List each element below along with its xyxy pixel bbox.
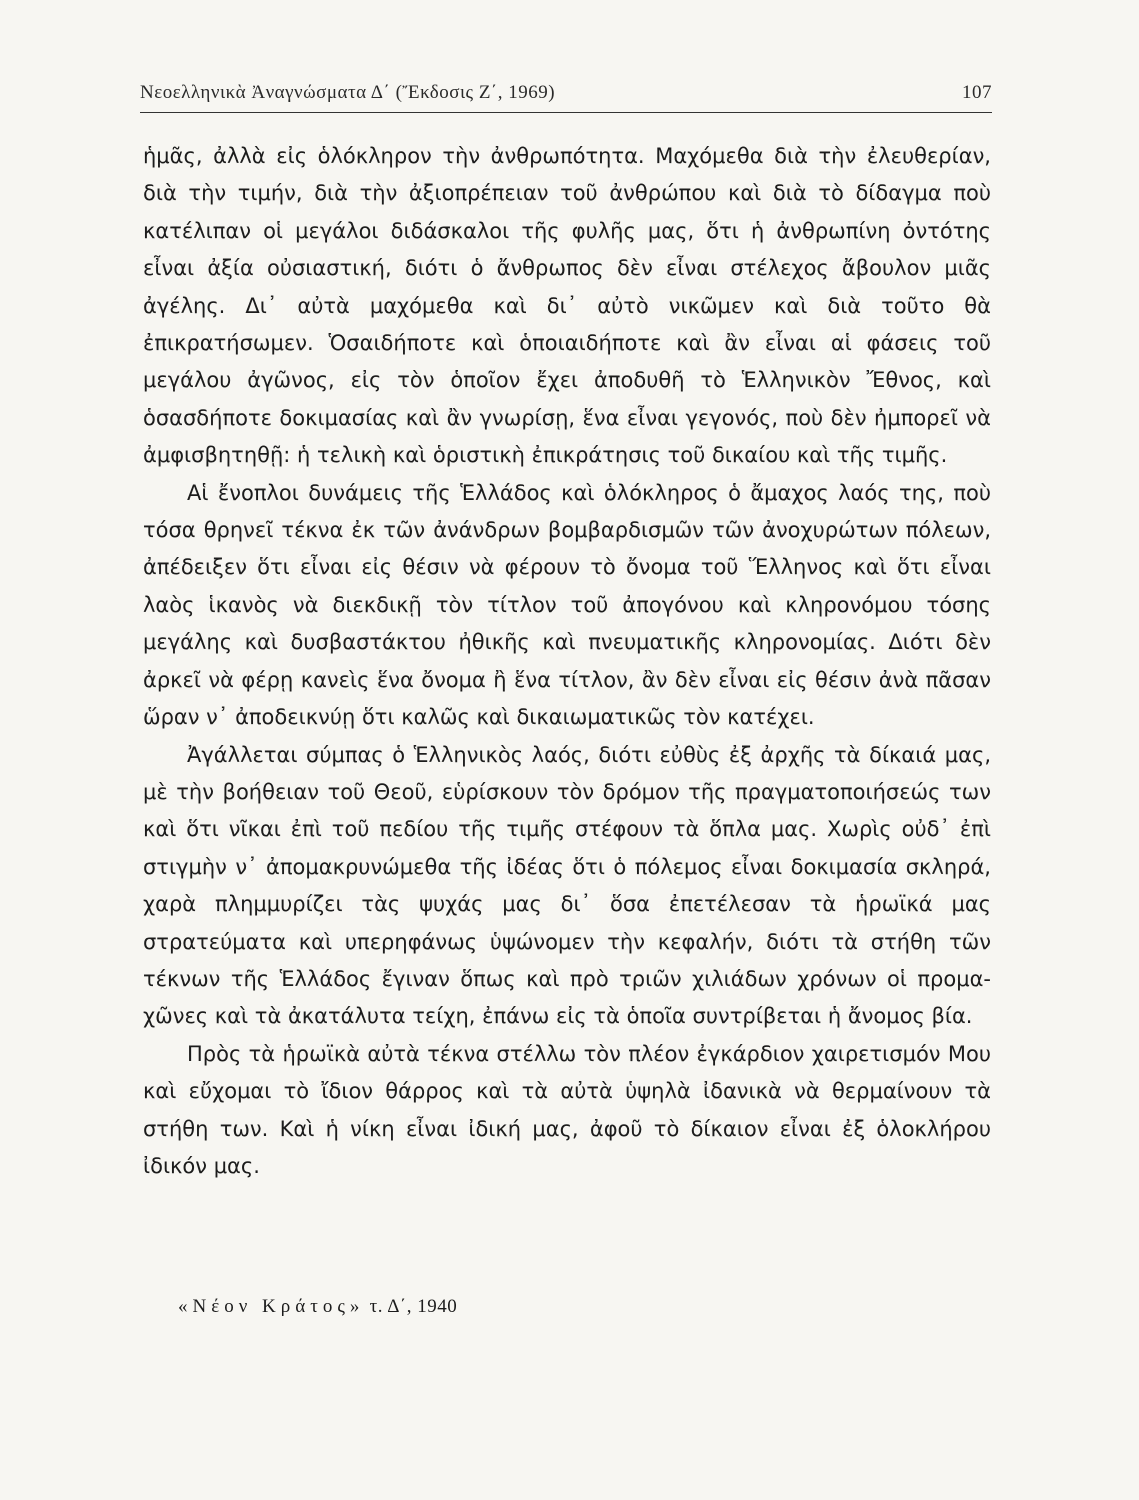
body-text (143, 138, 991, 1185)
paragraph-4: Πρὸς τὰ ἡρωϊκὰ αὐτὰ τέκνα στέλλω τὸν πλέον ἐγκάρδιον χαιρετισμόν Μου καὶ εὔχομαι τὸ ἴδιον θάρρος καὶ τὰ αὐτὰ ὑψηλὰ ἰδανικὰ νὰ θερμαίνουν τὰ στήθη των. Καὶ ἡ νίκη εἶναι ἰδική μας, ἀφοῦ τὸ δίκαιον εἶναι ἐξ ὁλοκλήρου ἰδικόν μας. (143, 1041, 991, 1178)
source-citation (178, 1296, 457, 1318)
running-header (140, 70, 992, 104)
header-rule (140, 112, 992, 113)
paragraph-3: Ἀγάλλεται σύμπας ὁ Ἑλληνικὸς λαός, διότι εὐθὺς ἐξ ἀρχῆς τὰ δίκαιά μας, μὲ τὴν βοήθειαν τοῦ Θεοῦ, εὑρίσκουν τὸν δρόμον τῆς πραγματοποιήσεώς των καὶ ὅτι νῖκαι ἐπὶ τοῦ πεδίου τῆς τιμῆς στέφουν τὰ ὅπλα μας. Χωρὶς οὐδ᾽ ἐπὶ στιγμὴν ν᾽ ἀπομακρυνώμεθα τῆς ἰδέας ὅτι ὁ πόλεμος εἶναι δοκιμασία σκληρά, χαρὰ πλημμυρίζει τὰς ψυχάς μας δι᾽ ὅσα ἐπετέλεσαν τὰ ἡρωϊκά μας στρατεύματα καὶ υπερηφάνως ὑψώνομεν τὴν κεφαλήν, διότι τὰ στήθη τῶν τέκνων τῆς Ἑλλάδος ἔγιναν ὅπως καὶ πρὸ τριῶν χιλιάδων χρόνων οἱ προμαχῶνες καὶ τὰ ἀκατάλυτα τείχη, ἐπάνω εἰς τὰ ὁποῖα συντρίβεται ἡ ἄνομος βία. (143, 742, 991, 1029)
page-number: 107 (962, 82, 992, 103)
paragraph-2: Αἱ ἔνοπλοι δυνάμεις τῆς Ἑλλάδος καὶ ὁλόκληρος ὁ ἄμαχος λαός της, ποὺ τόσα θρηνεῖ τέκνα ἐκ τῶν ἀνάνδρων βομβαρδισμῶν τῶν ἀνοχυρώτων πόλεων, ἀπέδειξεν ὅτι εἶναι εἰς θέσιν νὰ φέρουν τὸ ὄνομα τοῦ Ἕλληνος καὶ ὅτι εἶναι λαὸς ἱκανὸς νὰ διεκδικῇ τὸν τίτλον τοῦ ἀπογόνου καὶ κληρονόμου τόσης μεγάλης καὶ δυσβαστάκτου ἠθικῆς καὶ πνευματικῆς κληρονομίας. Διότι δὲν ἀρκεῖ νὰ φέρῃ κανεὶς ἕνα ὄνομα ἢ ἕνα τίτλον, ἂν δὲν εἶναι εἰς θέσιν ἀνὰ πᾶσαν ὥραν ν᾽ ἀποδεικνύῃ ὅτι καλῶς καὶ δικαιωματικῶς τὸν κατέχει. (143, 480, 991, 730)
source-details: τ. Δ΄, 1940 (364, 1296, 458, 1317)
paragraph-1: ἡμᾶς, ἀλλὰ εἰς ὁλόκληρον τὴν ἀνθρωπότητα. Μαχόμεθα διὰ τὴν ἐλευθερίαν, διὰ τὴν τιμήν, διὰ τὴν ἀξιοπρέπειαν τοῦ ἀνθρώπου καὶ διὰ τὸ δίδαγμα ποὺ κατέλιπαν οἱ μεγάλοι διδάσκαλοι τῆς φυλῆς μας, ὅτι ἡ ἀνθρωπίνη ὀντότης εἶναι ἀξία οὐσιαστική, διότι ὁ ἄνθρωπος δὲν εἶναι στέλεχος ἄβουλον μιᾶς ἀγέλης. Δι᾽ αὐτὰ μαχόμεθα καὶ δι᾽ αὐτὸ νικῶμεν καὶ διὰ τοῦτο θὰ ἐπικρατήσωμεν. Ὁσαιδήποτε καὶ ὁποιαιδήποτε καὶ ἂν εἶναι αἱ φάσεις τοῦ μεγάλου ἀγῶνος, εἰς τὸν ὁποῖον ἔχει ἀποδυθῆ τὸ Ἑλληνικὸν Ἔθνος, καὶ ὁσασδήποτε δοκιμασίας καὶ ἂν γνωρίσῃ, ἕνα εἶναι γεγονός, ποὺ δὲν ἠμπορεῖ νὰ ἀμφισβητηθῇ: ἡ τελικὴ καὶ ὁριστικὴ ἐπικράτησις τοῦ δικαίου καὶ τῆς τιμῆς. (143, 144, 991, 468)
running-header-title: Νεοελληνικὰ Ἀναγνώσματα Δ΄ (Ἔκδοσις Ζ΄, 1969) (140, 82, 556, 103)
source-name: «Νέον Κράτος» (178, 1296, 365, 1317)
